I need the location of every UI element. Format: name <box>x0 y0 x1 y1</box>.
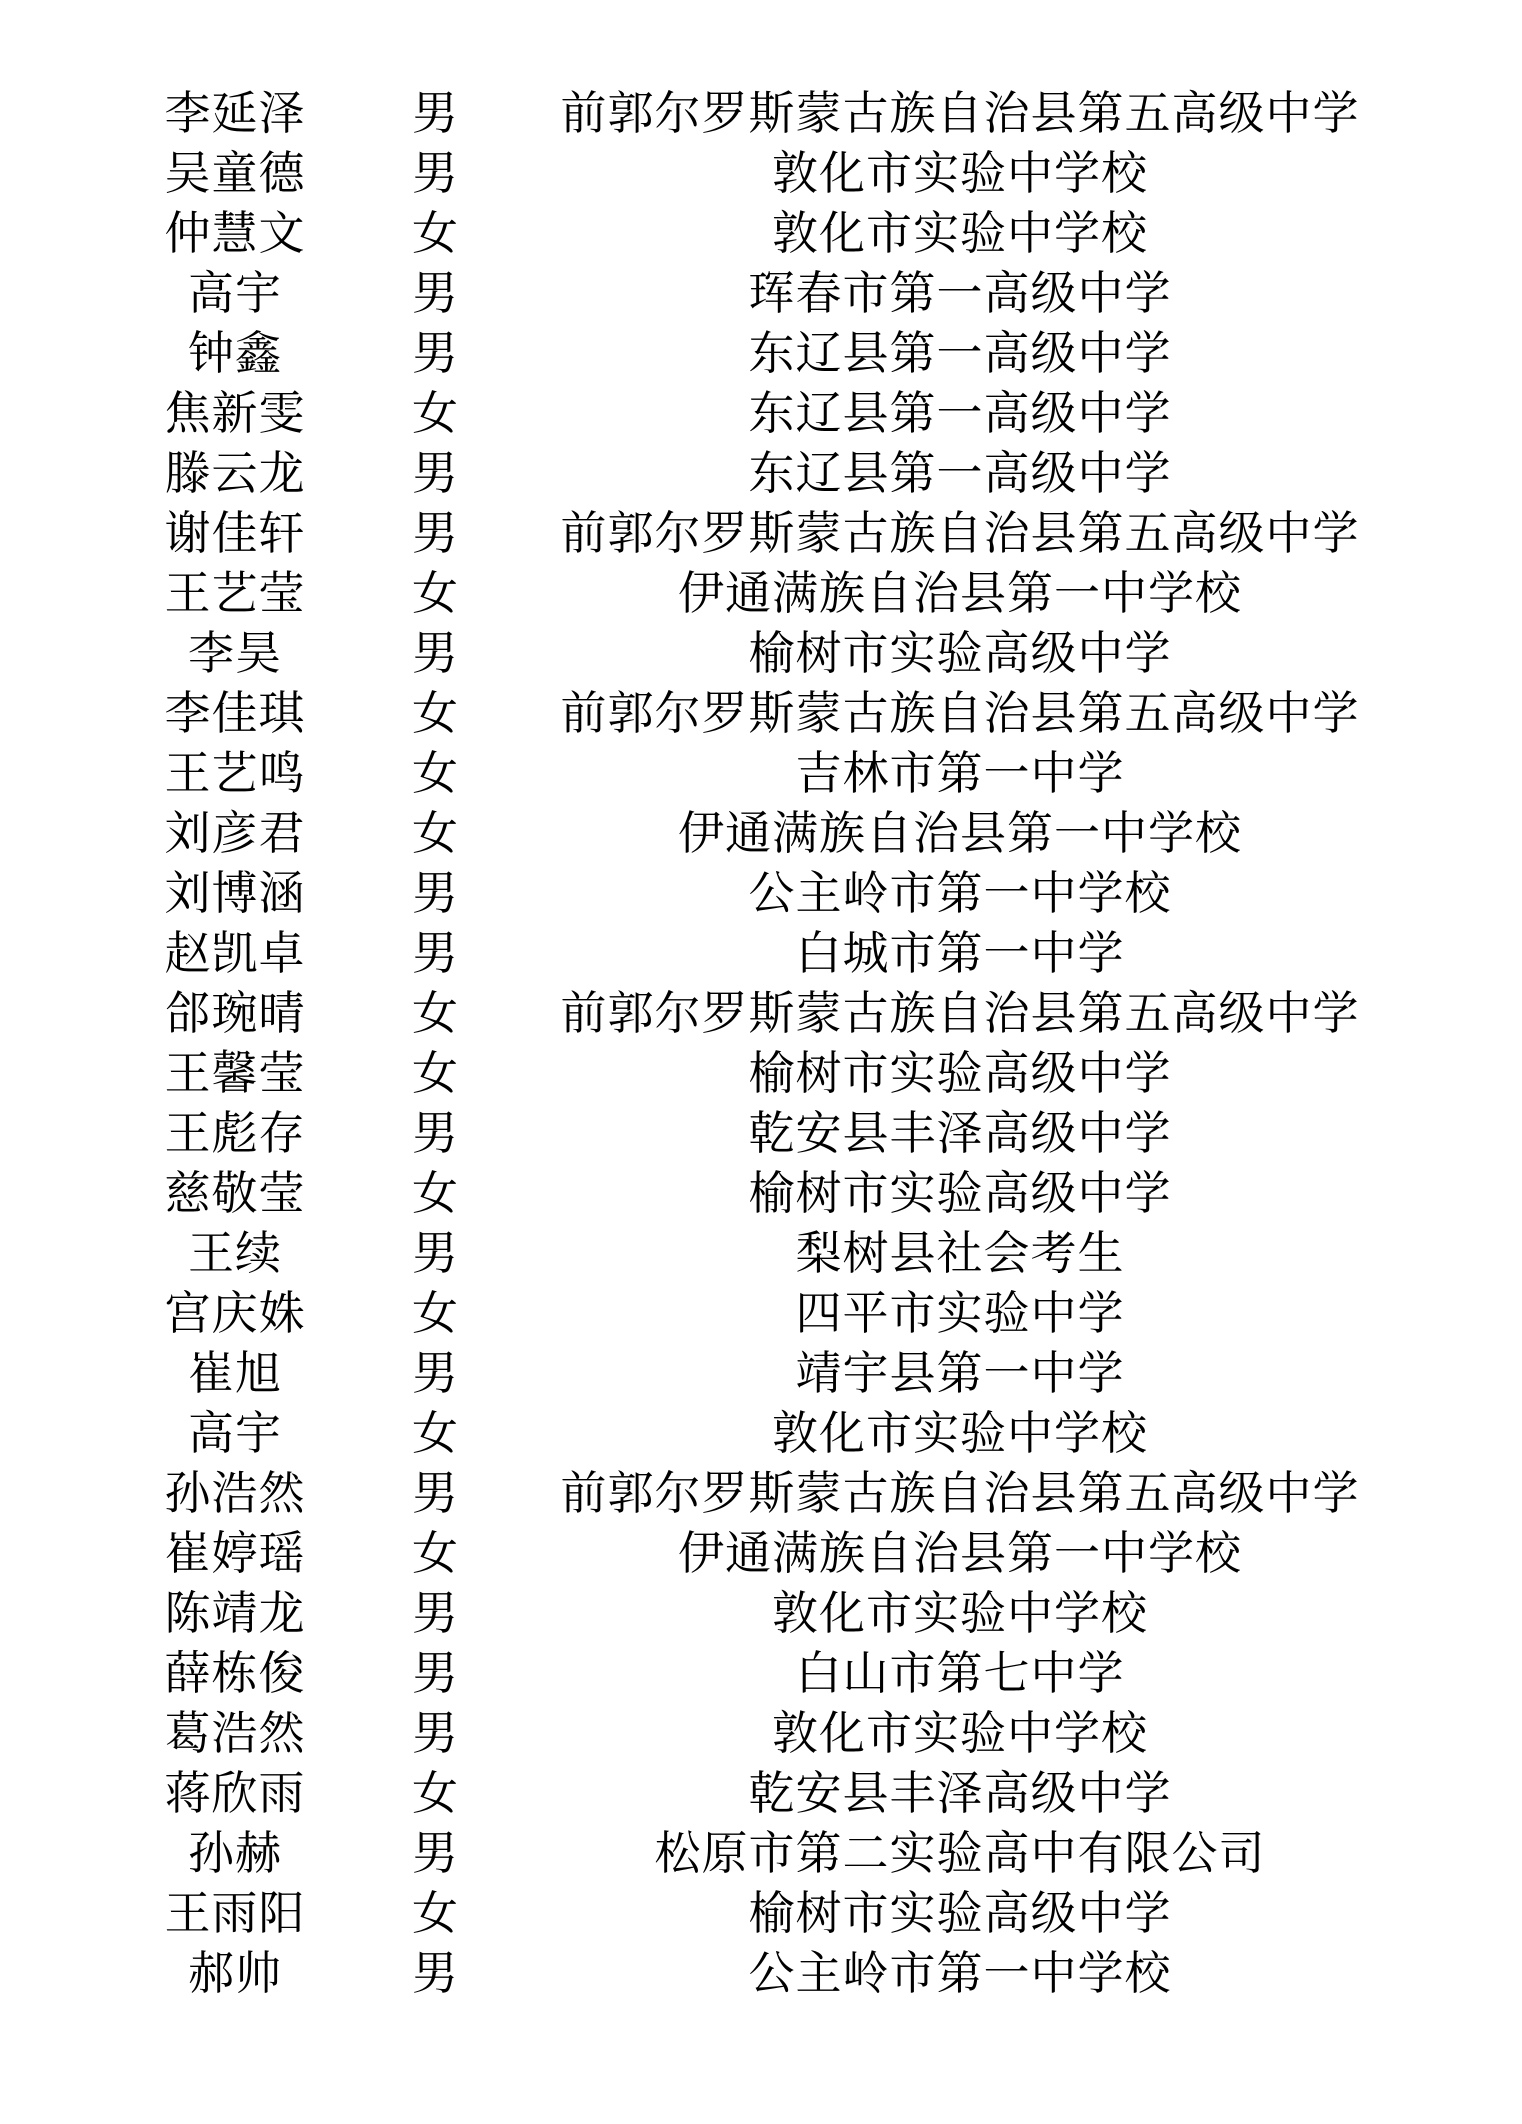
roster-row <box>0 443 1522 503</box>
student-school: 前郭尔罗斯蒙古族自治县第五高级中学 <box>560 986 1360 1040</box>
roster-row <box>0 1103 1522 1163</box>
student-school: 靖宇县第一中学 <box>795 1346 1125 1400</box>
student-name: 仲慧文 <box>164 206 306 260</box>
student-gender: 男 <box>412 446 458 500</box>
student-name: 钟鑫 <box>188 326 282 380</box>
student-gender: 女 <box>412 1766 458 1820</box>
roster-row <box>0 1763 1522 1823</box>
student-school: 敦化市实验中学校 <box>772 1586 1148 1640</box>
student-gender: 男 <box>412 266 458 320</box>
student-gender: 女 <box>412 1166 458 1220</box>
student-name: 宫庆姝 <box>164 1286 306 1340</box>
student-name: 王艺鸣 <box>164 746 306 800</box>
roster-list <box>0 83 1522 2003</box>
student-name: 刘彦君 <box>164 806 306 860</box>
student-name: 王彪存 <box>164 1106 306 1160</box>
student-gender: 女 <box>412 1046 458 1100</box>
student-school: 伊通满族自治县第一中学校 <box>678 566 1242 620</box>
student-school: 珲春市第一高级中学 <box>748 266 1172 320</box>
roster-row <box>0 623 1522 683</box>
student-name: 陈靖龙 <box>164 1586 306 1640</box>
student-school: 梨树县社会考生 <box>795 1226 1125 1280</box>
student-name: 赵凯卓 <box>164 926 306 980</box>
roster-row <box>0 263 1522 323</box>
student-gender: 男 <box>412 1946 458 2000</box>
student-gender: 男 <box>412 1346 458 1400</box>
roster-row <box>0 1703 1522 1763</box>
roster-row <box>0 1223 1522 1283</box>
roster-row <box>0 1643 1522 1703</box>
student-gender: 男 <box>412 1586 458 1640</box>
student-school: 前郭尔罗斯蒙古族自治县第五高级中学 <box>560 686 1360 740</box>
student-name: 李昊 <box>188 626 282 680</box>
roster-row <box>0 1523 1522 1583</box>
student-school: 公主岭市第一中学校 <box>748 866 1172 920</box>
student-gender: 女 <box>412 566 458 620</box>
student-school: 东辽县第一高级中学 <box>748 446 1172 500</box>
student-school: 榆树市实验高级中学 <box>748 1046 1172 1100</box>
student-gender: 男 <box>412 1646 458 1700</box>
student-name: 崔旭 <box>188 1346 282 1400</box>
student-school: 东辽县第一高级中学 <box>748 326 1172 380</box>
student-school: 敦化市实验中学校 <box>772 206 1148 260</box>
student-school: 东辽县第一高级中学 <box>748 386 1172 440</box>
student-school: 白山市第七中学 <box>795 1646 1125 1700</box>
roster-row <box>0 1283 1522 1343</box>
student-name: 薛栋俊 <box>164 1646 306 1700</box>
student-gender: 男 <box>412 326 458 380</box>
student-gender: 女 <box>412 1406 458 1460</box>
student-gender: 男 <box>412 1106 458 1160</box>
student-name: 王馨莹 <box>164 1046 306 1100</box>
student-gender: 女 <box>412 1286 458 1340</box>
student-gender: 男 <box>412 506 458 560</box>
student-gender: 男 <box>412 1226 458 1280</box>
student-name: 谢佳轩 <box>164 506 306 560</box>
student-school: 榆树市实验高级中学 <box>748 626 1172 680</box>
student-school: 吉林市第一中学 <box>795 746 1125 800</box>
student-school: 四平市实验中学 <box>795 1286 1125 1340</box>
student-school: 前郭尔罗斯蒙古族自治县第五高级中学 <box>560 1466 1360 1520</box>
student-gender: 男 <box>412 926 458 980</box>
student-name: 慈敬莹 <box>164 1166 306 1220</box>
roster-row <box>0 1883 1522 1943</box>
roster-row <box>0 1823 1522 1883</box>
student-name: 郝帅 <box>188 1946 282 2000</box>
student-name: 孙赫 <box>188 1826 282 1880</box>
student-name: 高宇 <box>188 1406 282 1460</box>
roster-row <box>0 323 1522 383</box>
student-school: 白城市第一中学 <box>795 926 1125 980</box>
student-name: 葛浩然 <box>164 1706 306 1760</box>
student-school: 敦化市实验中学校 <box>772 146 1148 200</box>
student-gender: 男 <box>412 146 458 200</box>
student-name: 李延泽 <box>164 86 306 140</box>
roster-row <box>0 1463 1522 1523</box>
student-name: 孙浩然 <box>164 1466 306 1520</box>
student-gender: 男 <box>412 1466 458 1520</box>
roster-row <box>0 203 1522 263</box>
student-gender: 男 <box>412 86 458 140</box>
student-gender: 女 <box>412 746 458 800</box>
student-school: 榆树市实验高级中学 <box>748 1166 1172 1220</box>
roster-row <box>0 1043 1522 1103</box>
roster-row <box>0 83 1522 143</box>
student-name: 王雨阳 <box>164 1886 306 1940</box>
roster-row <box>0 863 1522 923</box>
student-school: 敦化市实验中学校 <box>772 1706 1148 1760</box>
student-name: 吴童德 <box>164 146 306 200</box>
roster-row <box>0 983 1522 1043</box>
student-school: 伊通满族自治县第一中学校 <box>678 806 1242 860</box>
student-school: 前郭尔罗斯蒙古族自治县第五高级中学 <box>560 86 1360 140</box>
student-name: 刘博涵 <box>164 866 306 920</box>
student-school: 伊通满族自治县第一中学校 <box>678 1526 1242 1580</box>
roster-row <box>0 503 1522 563</box>
student-gender: 女 <box>412 986 458 1040</box>
student-name: 焦新雯 <box>164 386 306 440</box>
student-school: 榆树市实验高级中学 <box>748 1886 1172 1940</box>
roster-row <box>0 383 1522 443</box>
roster-row <box>0 683 1522 743</box>
roster-row <box>0 563 1522 623</box>
student-gender: 男 <box>412 866 458 920</box>
student-gender: 女 <box>412 806 458 860</box>
roster-row <box>0 803 1522 863</box>
student-gender: 男 <box>412 626 458 680</box>
roster-row <box>0 1163 1522 1223</box>
student-gender: 女 <box>412 686 458 740</box>
student-school: 乾安县丰泽高级中学 <box>748 1766 1172 1820</box>
roster-row <box>0 1343 1522 1403</box>
student-name: 蒋欣雨 <box>164 1766 306 1820</box>
student-gender: 女 <box>412 206 458 260</box>
student-name: 高宇 <box>188 266 282 320</box>
student-school: 乾安县丰泽高级中学 <box>748 1106 1172 1160</box>
student-gender: 女 <box>412 1526 458 1580</box>
student-name: 王续 <box>188 1226 282 1280</box>
student-gender: 女 <box>412 1886 458 1940</box>
roster-row <box>0 1583 1522 1643</box>
student-school: 松原市第二实验高中有限公司 <box>654 1826 1266 1880</box>
roster-row <box>0 923 1522 983</box>
roster-row <box>0 1943 1522 2003</box>
student-name: 郃琬晴 <box>164 986 306 1040</box>
roster-row <box>0 143 1522 203</box>
roster-row <box>0 1403 1522 1463</box>
student-gender: 男 <box>412 1706 458 1760</box>
student-school: 前郭尔罗斯蒙古族自治县第五高级中学 <box>560 506 1360 560</box>
roster-row <box>0 743 1522 803</box>
student-name: 崔婷瑶 <box>164 1526 306 1580</box>
student-name: 李佳琪 <box>164 686 306 740</box>
student-school: 敦化市实验中学校 <box>772 1406 1148 1460</box>
student-gender: 男 <box>412 1826 458 1880</box>
student-gender: 女 <box>412 386 458 440</box>
student-school: 公主岭市第一中学校 <box>748 1946 1172 2000</box>
student-name: 王艺莹 <box>164 566 306 620</box>
student-name: 滕云龙 <box>164 446 306 500</box>
